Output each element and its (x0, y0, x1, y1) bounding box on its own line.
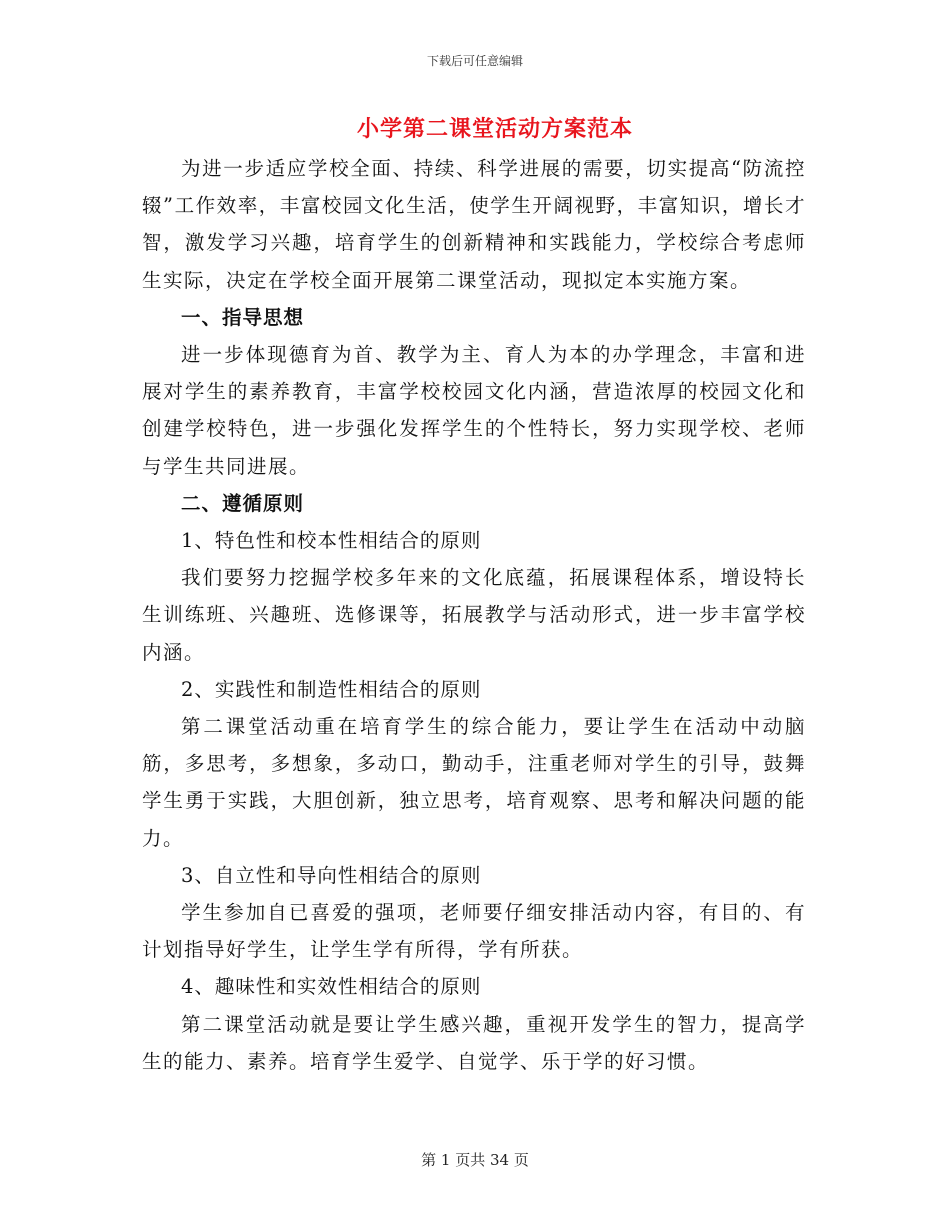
section-heading-principles: 二、遵循原则 (181, 491, 305, 515)
principle-title-2: 2、实践性和制造性相结合的原则 (181, 677, 482, 701)
guiding-ideology-paragraph: 进一步体现德育为首、教学为主、育人为本的办学理念，丰富和进展对学生的素养教育，丰富学校校园文化内涵，营造浓厚的校园文化和创建学校特色，进一步强化发挥学生的个性特长，努力实现学校、老师与学生共同进展。 (142, 343, 806, 478)
section-heading-guiding-ideology: 一、指导思想 (181, 305, 305, 329)
document-body (142, 150, 806, 1080)
principle-text-2: 第二课堂活动重在培育学生的综合能力，要让学生在活动中动脑筋，多思考，多想象，多动口，勤动手，注重老师对学生的引导，鼓舞学生勇于实践，大胆创新，独立思考，培育观察、思考和解决问题的能力。 (142, 715, 806, 850)
principle-text-4: 第二课堂活动就是要让学生感兴趣，重视开发学生的智力，提高学生的能力、素养。培育学生爱学、自觉学、乐于学的好习惯。 (142, 1012, 806, 1073)
principle-title-1: 1、特色性和校本性相结合的原则 (181, 529, 482, 553)
principle-text-1: 我们要努力挖掘学校多年来的文化底蕴，拓展课程体系，增设特长生训练班、兴趣班、选修课等，拓展教学与活动形式，进一步丰富学校内涵。 (142, 566, 806, 664)
principle-title-3: 3、自立性和导向性相结合的原则 (181, 863, 482, 887)
document-title: 小学第二课堂活动方案范本 (356, 116, 633, 142)
principle-title-4: 4、趣味性和实效性相结合的原则 (181, 975, 482, 999)
intro-paragraph: 为进一步适应学校全面、持续、科学进展的需要，切实提高“防流控辍”工作效率，丰富校园文化生活，使学生开阔视野，丰富知识，增长才智，激发学习兴趣，培育学生的创新精神和实践能力，学校综合考虑师生实际，决定在学校全面开展第二课堂活动，现拟定本实施方案。 (142, 157, 806, 292)
header-note: 下载后可任意编辑 (426, 54, 523, 68)
page-footer: 第 1 页共 34 页 (421, 1151, 529, 1169)
principle-text-3: 学生参加自已喜爱的强项，老师要仔细安排活动内容，有目的、有计划指导好学生，让学生学有所得，学有所获。 (142, 901, 806, 962)
